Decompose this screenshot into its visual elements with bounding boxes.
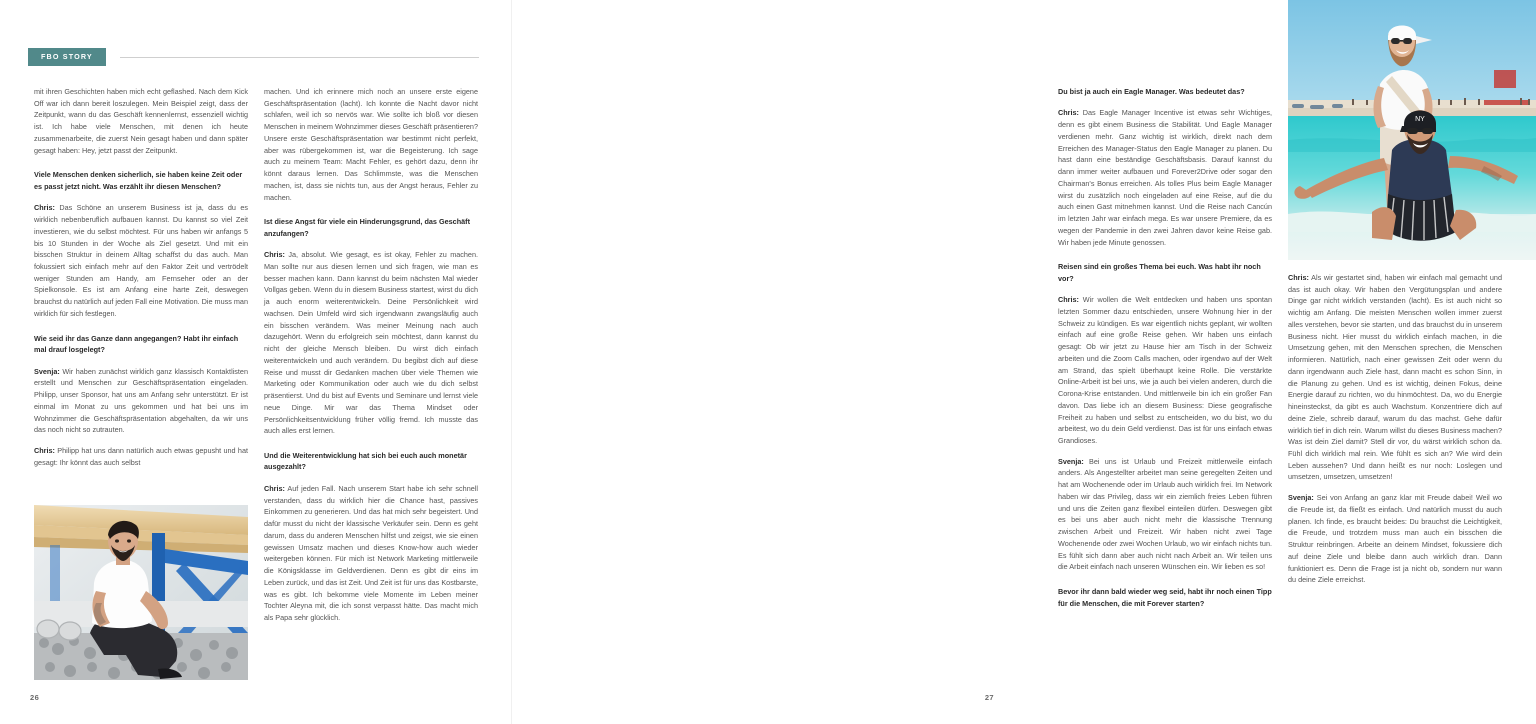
paragraph xyxy=(1058,294,1272,447)
section-badge: FBO STORY xyxy=(28,48,106,65)
paragraph-text: Wir wollen die Welt entdecken und haben uns spontan letzten Sommer dazu entschieden, unsere Wohnung hier in der Schweiz zu kündigen. Es war eigentlich nichts geplant, wir wollten einfach auf eine große Reise gehen. Wir haben uns einfach gesagt: Ob wir jetzt zu Hause hier am Tisch in der Schweiz arbeiten und die Zoom Calls machen, oder irgendwo auf der Welt am Strand, das spielt überhaupt keine Rolle. Die verstärkte Online-Arbeit ist bei uns, wie ja auch bei vielen anderen, durch die Corona-Krise entstanden. Und mittlerweile bin ich ein großer Fan davon. Das liebe ich an diesem Business: Diese geografische Freiheit zu haben und selbst zu entscheiden, wo du bist, wo du arbeitest, wo du dein Geld verdienst. Das ist für uns einfach etwas Grandioses. xyxy=(1058,295,1272,445)
beach-illustration xyxy=(1288,0,1536,260)
man-sitting-illustration xyxy=(34,505,248,680)
couple-on-beach-photo xyxy=(1288,0,1536,260)
page-number-left: 26 xyxy=(30,693,40,702)
speaker-label: Chris: xyxy=(34,203,55,213)
speaker-label: Chris: xyxy=(1058,108,1079,118)
speaker-label: Chris: xyxy=(34,445,55,455)
speaker-label: Chris: xyxy=(264,483,285,493)
question-heading: Viele Menschen denken sicherlich, sie haben keine Zeit oder es passt jetzt nicht. Was erzählt ihr diesen Menschen? xyxy=(34,170,243,191)
paragraph xyxy=(1288,272,1502,483)
paragraph-text: Das Eagle Manager Incentive ist etwas sehr Wichtiges, denn es gibt einem Business die Stabilität. Und Eagle Manager verdienen mehr. Ganz wichtig ist wirklich, direkt nach dem Erreichen des Manager-Status den Eagle Manager zu planen. Du hast dann eine beständige Geschäftsbasis. Darauf kannst du dann immer weiter aufbauen und Forever2Drive oder sogar den Chairman's Bonus erreichen. Als tolles Plus beim Eagle Manager wirst du zusätzlich noch eingeladen auf eine Reise, auf die du auch einen Gast mitnehmen kannst. Und die Reise nach Cancún im letzten Jahr war einfach mega. Es war unsere Premiere, da es wegen der Pandemie in den zwei Jahren davor keine Reise gab. Wir haben jede Minute genossen. xyxy=(1058,108,1272,247)
paragraph xyxy=(264,249,478,437)
column-one xyxy=(34,86,248,468)
paragraph-text: Bei uns ist Urlaub und Freizeit mittlerweile einfach anders. Als Angestellter arbeitet man seine geregelten Zeiten und hat am Wochenende oder im Urlaub auch wirklich frei. Im Network haben wir das Privileg, dass wir ein ziemlich freies Leben führen und uns die Zeiten ganz flexibel einteilen dürfen. Deswegen gibt es bei uns aber auch nicht mehr die klassische Trennung zwischen Arbeit und Freizeit. Wir haben nicht zwei Tage Wochenende oder zwei Wochen Urlaub, wo wir einfach nichts tun. Es fühlt sich dann aber auch nicht nach Arbeit an. Wir teilen uns die Arbeit einfach nach unseren Wünschen ein. Wir lieben es so! xyxy=(1058,456,1272,572)
speaker-label: Chris: xyxy=(1288,273,1309,282)
column-two xyxy=(264,86,478,633)
paragraph-text: Wir haben zunächst wirklich ganz klassisch Kontaktlisten erstellt und Menschen zur Geschäftspräsentation eingeladen. Philipp, unser Sponsor, hat uns am Anfang sehr unterstützt. Er ist einmal im Monat zu uns gekommen und hat bei uns im Wohnzimmer die Geschäftspräsentation abgehalten, da wir uns das noch nicht so zutrauten. xyxy=(34,366,248,435)
svg-text:NY: NY xyxy=(1415,116,1425,123)
paragraph-text: Als wir gestartet sind, haben wir einfach mal gemacht und das ist auch okay. Wir haben den Vergütungsplan und andere Dinge gar nicht wirklich verstanden (lacht). Es ist auch nicht so wichtig am Anfang. Die meisten Menschen wollen immer zuerst alles verstehen, bevor sie starten, und das brauchst du in unserem Business nicht. Hier musst du wirklich einfach machen, in die Umsetzung gehen, mit den Menschen sprechen, die Menschen informieren. Natürlich, nach einer gewissen Zeit oder wenn du dann irgendwann auch Ziele hast, dann macht es schon Sinn, in die Planung zu gehen. Und es ist wichtig, deinen Fokus, deine Energie darauf zu richten, wo du hinmöchtest. Da, wo du Energie hineinsteckst, da gibt es auch Wachstum. Konzentriere dich auf deine Ziele, schreib darauf, warum du das machst. Gehe dafür wirklich tief in dich rein. Warum willst du dieses Business machen? Was ist dein Ziel damit? Stell dir vor, du wärst wirklich schon da. Fühl dich wirklich mal rein. Wie fühlt es sich an? Wie wird dein Leben aussehen? Und dann heißt es nur noch: Loslegen und umsetzen, umsetzen, umsetzen! xyxy=(1288,273,1502,482)
man-sitting-photo xyxy=(34,505,248,680)
right-page xyxy=(512,0,1502,724)
question-heading: Du bist ja auch ein Eagle Manager. Was bedeutet das? xyxy=(1058,87,1245,96)
paragraph xyxy=(34,202,248,319)
paragraph xyxy=(1288,492,1502,586)
paragraph-text: Auf jeden Fall. Nach unserem Start habe ich sehr schnell verstanden, dass du wirklich hier die Chance hast, passives Einkommen zu generieren. Und das hat mich sehr begeistert. Und dafür musst du nicht der klassische Verkäufer sein. Denn es geht darum, dass du anderen Menschen hilfst und zeigst, wie sie einen gewissen Umsatz machen und dieses Know-how auch wieder weitergeben können. Für mich ist Network Marketing mittlerweile die Königsklasse im Geldverdienen. Denn es gibt dir eins im Leben zurück, und das ist Zeit. Und Zeit ist für uns das Kostbarste, was es gibt. Ich bekomme viele Momente im Leben meiner Tochter Aleyna mit, die ich sonst verpasst hätte. Das macht mich als Papa sehr glücklich. xyxy=(264,483,478,622)
badge-divider-rule xyxy=(120,57,479,58)
left-page xyxy=(0,0,512,724)
question-heading: Und die Weiterentwicklung hat sich bei euch auch monetär ausgezahlt? xyxy=(264,451,467,472)
section-badge-row xyxy=(28,48,479,66)
paragraph: mit ihren Geschichten haben mich echt geflashed. Nach dem Kick Off war ich dann bereit loszulegen. Mein Beispiel zeigt, dass der Zeitpunkt, wann du das Geschäft kennenlernst, essenziell wichtig ist. Ich habe viele Menschen, mit denen ich heute zusammenarbeite, die zuerst Nein gesagt haben und dann später gesagt haben: Hey, jetzt passt der Zeitpunkt. xyxy=(34,87,248,155)
paragraph-text: Sei von Anfang an ganz klar mit Freude dabei! Weil wo die Freude ist, da fließt es einfach. Und natürlich musst du auch planen. Ich finde, es braucht beides: Du brauchst die Leichtigkeit, die Freude, und trotzdem muss man auch ein bisschen die Struktur reinbringen. Arbeite an deinem Mindset, fokussiere dich auf deine Ziele und bleibe dann auch wirklich dran. Dann funktioniert es. Denn die Frage ist ja nicht ob, sondern nur wann du deine Ziele erreichst. xyxy=(1288,493,1502,585)
paragraph xyxy=(1058,456,1272,573)
speaker-label: Svenja: xyxy=(1058,456,1084,466)
paragraph xyxy=(34,445,248,468)
column-three xyxy=(1058,86,1272,619)
paragraph: machen. Und ich erinnere mich noch an unsere erste eigene Geschäftspräsentation (lacht). Ich konnte die Nacht davor nicht schlafen, weil ich so nervös war. Wie sollte ich bloß vor diesen Menschen in meinem Wohnzimmer dieses Geschäft präsentieren? Unsere erste Geschäftspräsentation war bestimmt nicht perfekt, aber was rübergekommen ist, war die Begeisterung. Ich sage auch zu meinem Team: Macht Fehler, es gehört dazu, denn ihr könnt daraus lernen. Das Schlimmste, was die Menschen machen, ist, dass sie nichts tun, aus der Angst heraus, Fehler zu machen. xyxy=(264,87,478,202)
speaker-label: Svenja: xyxy=(34,366,60,376)
question-heading: Ist diese Angst für viele ein Hinderungsgrund, das Geschäft anzufangen? xyxy=(264,217,470,238)
column-four xyxy=(1288,272,1502,595)
question-heading: Wie seid ihr das Ganze dann angegangen? Habt ihr einfach mal drauf losgelegt? xyxy=(34,333,239,355)
paragraph-text: Ja, absolut. Wie gesagt, es ist okay, Fehler zu machen. Man sollte nur aus diesen lernen und sich fragen, wie man es besser machen kann. Dann kannst du beim nächsten Mal wieder Vollgas geben. Wenn du in diesem Business startest, wirst du dich ja auch enorm weiterentwickeln. Deine Persönlichkeit wird wachsen. Dein Umfeld wird sich irgendwann zwangsläufig auch ein bisschen verändern. Was meiner Meinung nach auch dazugehört. Wenn du erfolgreich sein möchtest, dann kannst du nicht der gleiche Mensch bleiben. Du wirst dich einfach weiterentwickeln und auch verändern. Du begibst dich auf diese Reise und musst dir Gedanken machen über viele Themen wie Marketing oder Kommunikation oder auch wie du dich selbst präsentierst. Und du bist auf Events und Seminare und lernst viele neue Dinge. Mir war das Thema Mindset oder Persönlichkeitsentwicklung früher völlig fremd. Ich musste das auch alles erst lernen. xyxy=(264,250,478,436)
page-number-right: 27 xyxy=(984,693,994,702)
speaker-label: Chris: xyxy=(264,250,285,260)
speaker-label: Svenja: xyxy=(1288,493,1314,503)
paragraph-text: Das Schöne an unserem Business ist ja, dass du es wirklich nebenberuflich aufbauen kannst. Du kannst so viel Zeit investieren, wie du selbst möchtest. Für uns haben wir anfangs 5 bis 10 Stunden in der Woche als Ziel gesetzt. Und mit ein bisschen Struktur in deinem Alltag schaffst du das auch. Man fokussiert sich einfach mehr auf den Faktor Zeit und vertrödelt weniger Stunden am Handy, am Fernseher oder an der Spielkonsole. Es ist am Anfang eine harte Zeit, deswegen brauchst du natürlich auf jeden Fall eine Motivation. Die muss man wirklich für sich festlegen. xyxy=(34,203,248,318)
paragraph xyxy=(264,483,478,624)
paragraph-text: Philipp hat uns dann natürlich auch etwas gepusht und hat gesagt: Ihr könnt das auch selbst xyxy=(34,445,248,467)
paragraph xyxy=(34,366,248,436)
question-heading: Reisen sind ein großes Thema bei euch. Was habt ihr noch vor? xyxy=(1058,262,1261,283)
question-heading: Bevor ihr dann bald wieder weg seid, habt ihr noch einen Tipp für die Menschen, die mit Forever starten? xyxy=(1058,587,1272,608)
speaker-label: Chris: xyxy=(1058,295,1079,305)
paragraph xyxy=(1058,107,1272,248)
